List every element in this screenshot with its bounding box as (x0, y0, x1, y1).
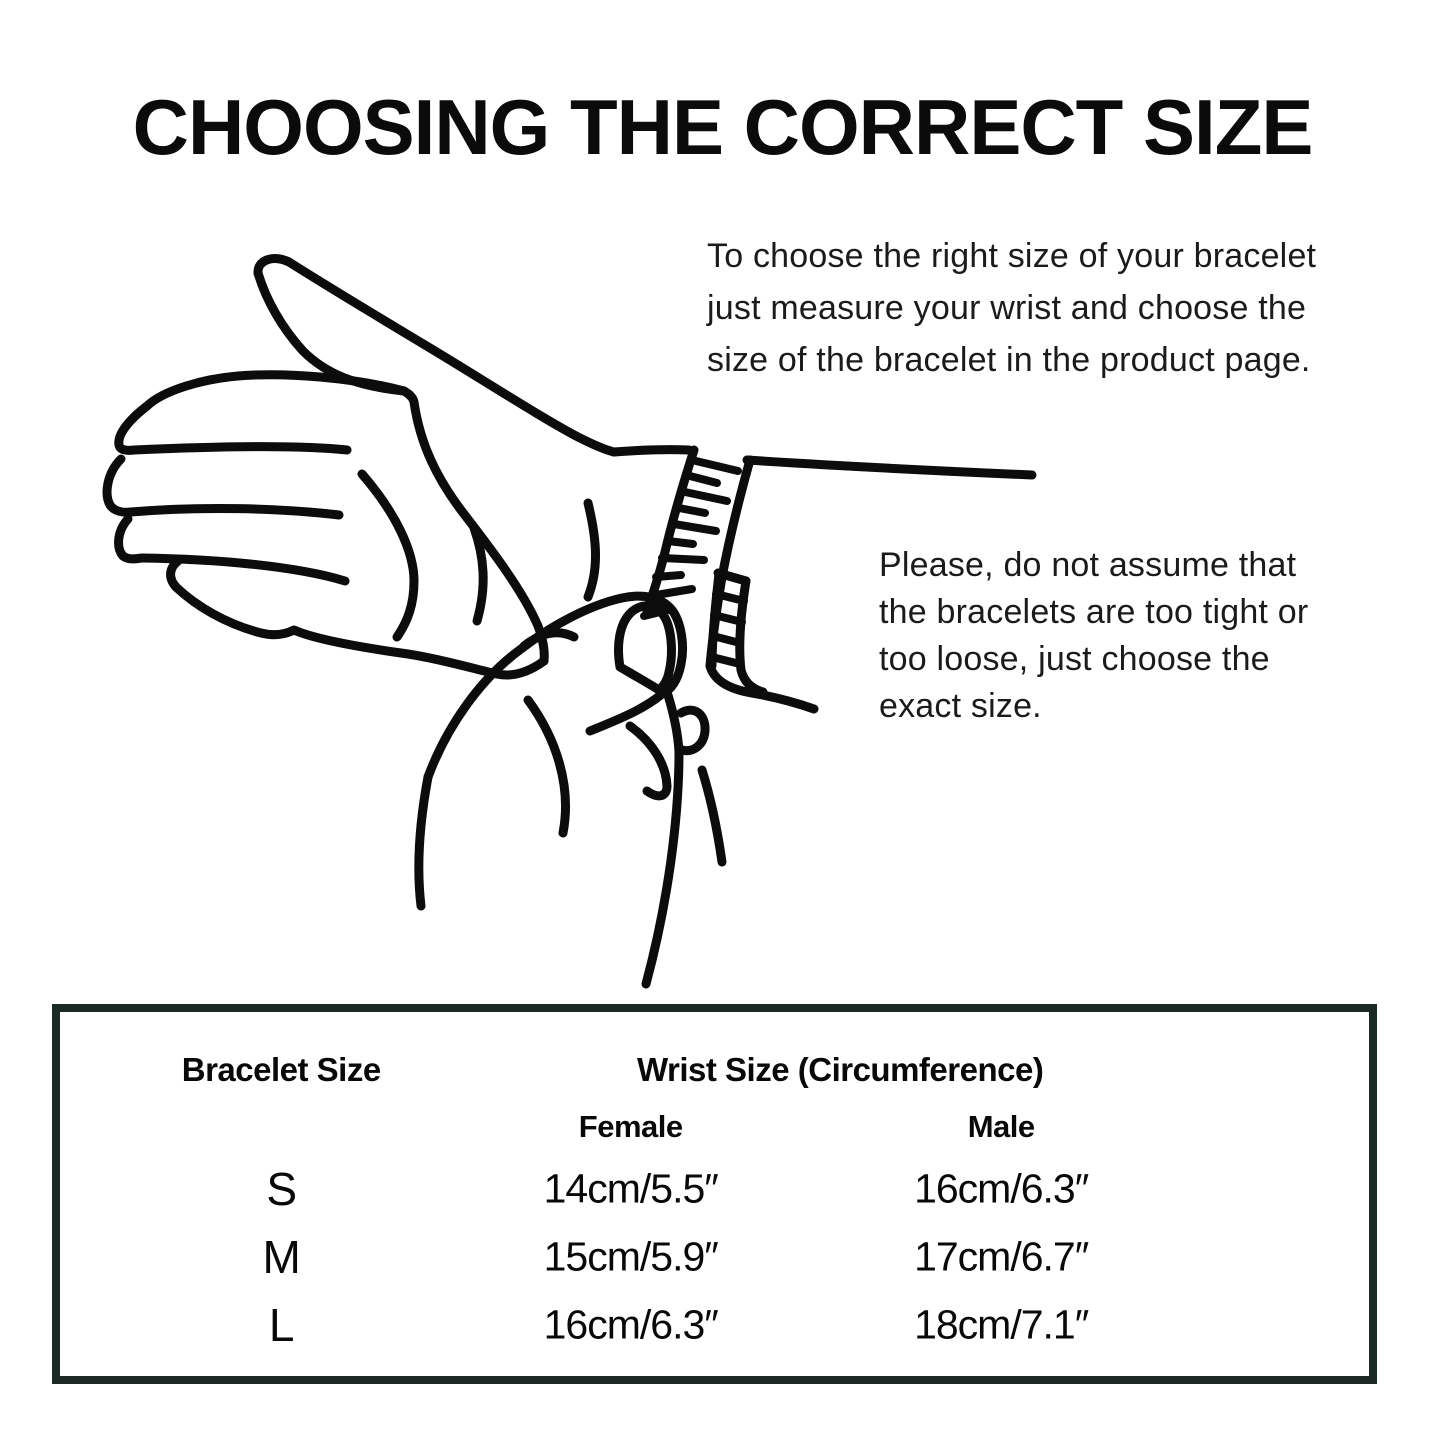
intro-line-2: just measure your wrist and choose the (707, 289, 1307, 327)
table-row-s-female-value: 14cm/5.5″ (543, 1165, 718, 1212)
measuring-tape-drawing (630, 450, 814, 796)
intro-line-1: To choose the right size of your bracelet (707, 237, 1317, 275)
note-line-1: Please, do not assume that (879, 546, 1297, 584)
page-title: CHOOSING THE CORRECT SIZE (132, 83, 1313, 171)
table-row-l-female-value: 16cm/6.3″ (543, 1301, 718, 1348)
table-row-m-female-value: 15cm/5.9″ (543, 1233, 718, 1280)
note-line-4: exact size. (879, 687, 1042, 725)
table-row-l-male-value: 18cm/7.1″ (914, 1301, 1089, 1348)
col-subheader-male: Male (967, 1109, 1035, 1144)
table-row-m-size: M (262, 1231, 300, 1283)
size-table (52, 1004, 1377, 1384)
col-subheader-female: Female (578, 1109, 683, 1144)
table-row-l-size: L (268, 1299, 294, 1351)
holding-hand-drawing (419, 596, 722, 984)
note-line-2: the bracelets are too tight or (879, 593, 1309, 631)
note-paragraph (879, 542, 1308, 730)
col-header-wrist-size: Wrist Size (Circumference) (636, 1051, 1044, 1088)
table-row-s-size: S (266, 1163, 297, 1215)
intro-paragraph (707, 230, 1316, 386)
table-row-s-male-value: 16cm/6.3″ (914, 1165, 1089, 1212)
note-line-3: too loose, just choose the (879, 640, 1270, 678)
table-row-m-male-value: 17cm/6.7″ (914, 1233, 1089, 1280)
col-header-bracelet-size: Bracelet Size (181, 1051, 381, 1088)
intro-line-3: size of the bracelet in the product page. (707, 341, 1311, 379)
